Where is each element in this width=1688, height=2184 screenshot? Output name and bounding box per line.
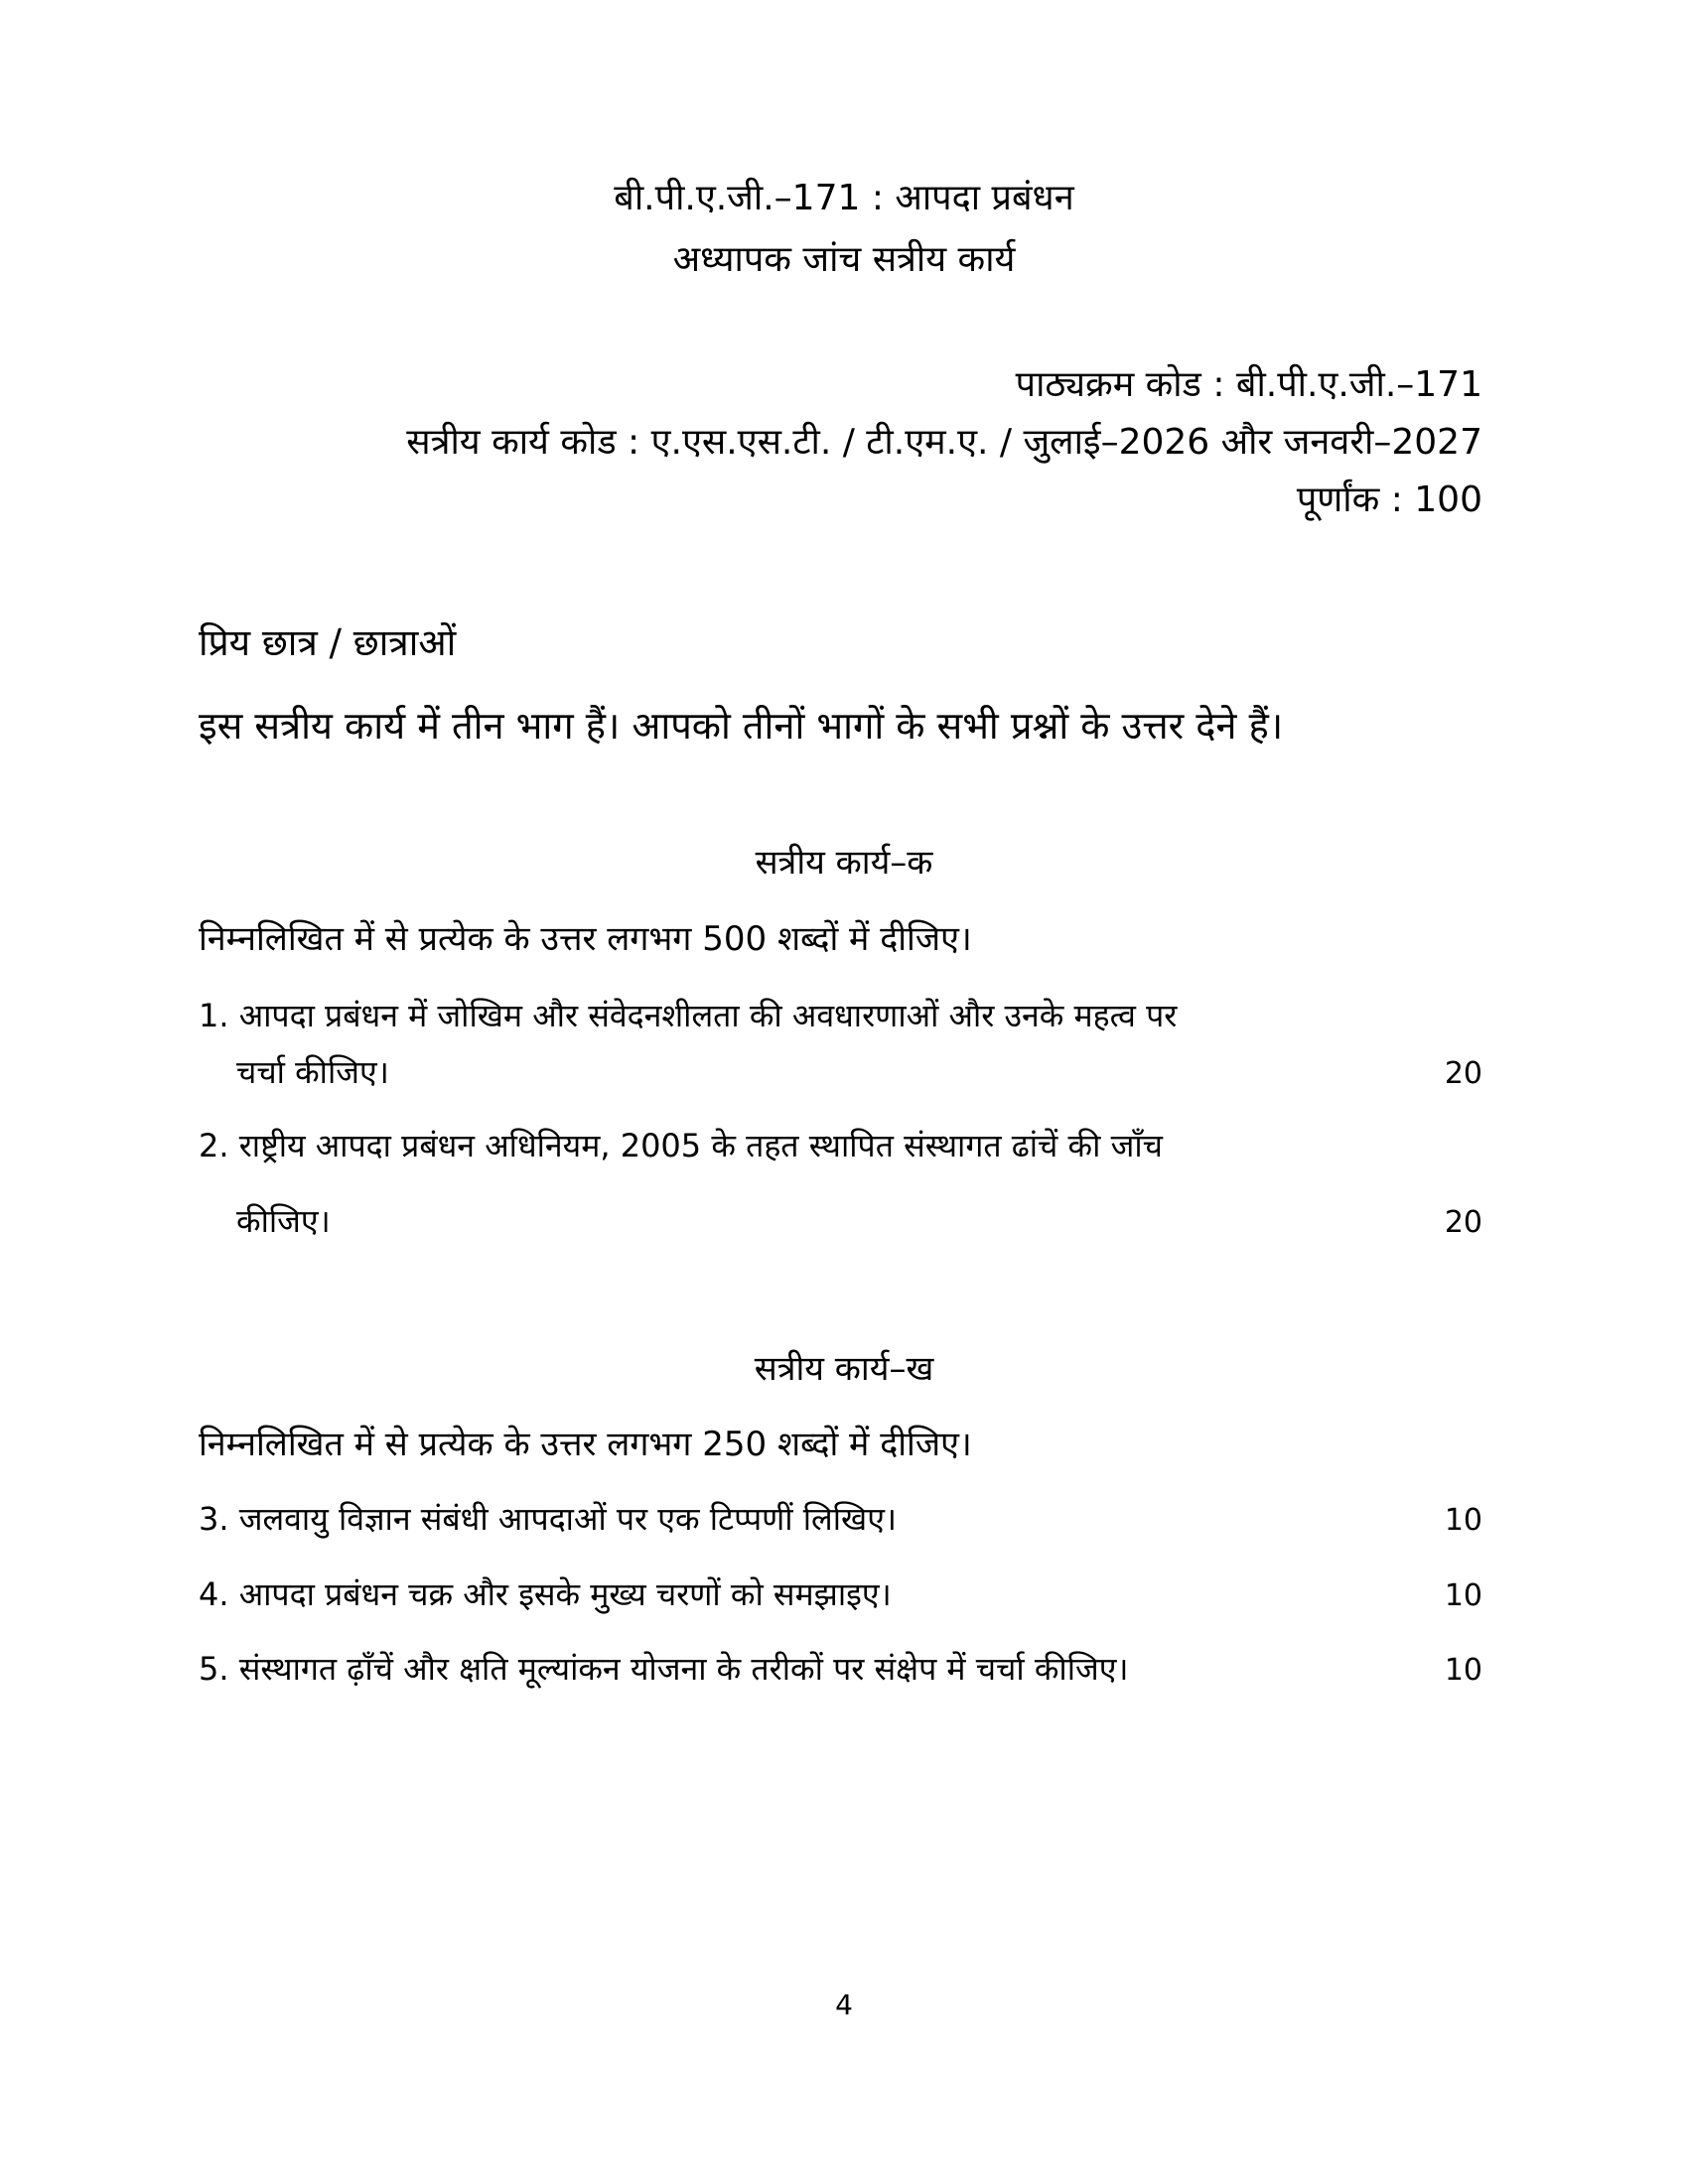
question-3-text: 3. जलवायु विज्ञान संबंधी आपदाओं पर एक टिप्पणीं लिखिए।: [199, 1500, 898, 1538]
course-code: पाठ्यक्रम कोड : बी.पी.ए.जी.–171: [1015, 364, 1482, 405]
question-3-marks: 10: [1444, 1503, 1482, 1538]
question-2-line2: कीजिए।: [236, 1202, 331, 1240]
question-1-line1: 1. आपदा प्रबंधन में जोखिम और संवेदनशीलता की अवधारणाओं और उनके महत्व पर: [199, 997, 1178, 1034]
section-b-instruction: निम्नलिखित में से प्रत्येक के उत्तर लगभग 250 शब्दों में दीजिए।: [199, 1425, 972, 1464]
page-number: 4: [835, 1988, 853, 2021]
intro-text: इस सत्रीय कार्य में तीन भाग हैं। आपको तीनों भागों के सभी प्रश्नों के उत्तर देने हैं।: [199, 704, 1284, 748]
section-b-heading: सत्रीय कार्य–ख: [754, 1349, 934, 1389]
assignment-code: सत्रीय कार्य कोड : ए.एस.एस.टी. / टी.एम.ए. / जुलाई–2026 और जनवरी–2027: [406, 422, 1482, 463]
question-2-marks: 20: [1444, 1205, 1482, 1240]
question-4-text: 4. आपदा प्रबंधन चक्र और इसके मुख्य चरणों को समझाइए।: [199, 1575, 892, 1613]
question-1-line2: चर्चा कीजिए।: [236, 1053, 389, 1091]
document-title: बी.पी.ए.जी.–171 : आपदा प्रबंधन: [614, 178, 1074, 218]
question-5-marks: 10: [1444, 1653, 1482, 1688]
question-4-marks: 10: [1444, 1578, 1482, 1613]
question-2-line1: 2. राष्ट्रीय आपदा प्रबंधन अधिनियम, 2005 के तहत स्थापित संस्थागत ढांचें की जाँच: [199, 1127, 1163, 1164]
question-1-marks: 20: [1444, 1056, 1482, 1091]
section-a-instruction: निम्नलिखित में से प्रत्येक के उत्तर लगभग 500 शब्दों में दीजिए।: [199, 919, 972, 959]
document-subtitle: अध्यापक जांच सत्रीय कार्य: [672, 239, 1016, 280]
section-a-heading: सत्रीय कार्य–क: [755, 843, 933, 883]
salutation: प्रिय छात्र / छात्राओं: [199, 621, 457, 664]
question-5-text: 5. संस्थागत ढ़ाँचें और क्षति मूल्यांकन योजना के तरीकों पर संक्षेप में चर्चा कीजिए।: [199, 1650, 1129, 1688]
max-marks: पूर्णांक : 100: [1296, 479, 1482, 520]
